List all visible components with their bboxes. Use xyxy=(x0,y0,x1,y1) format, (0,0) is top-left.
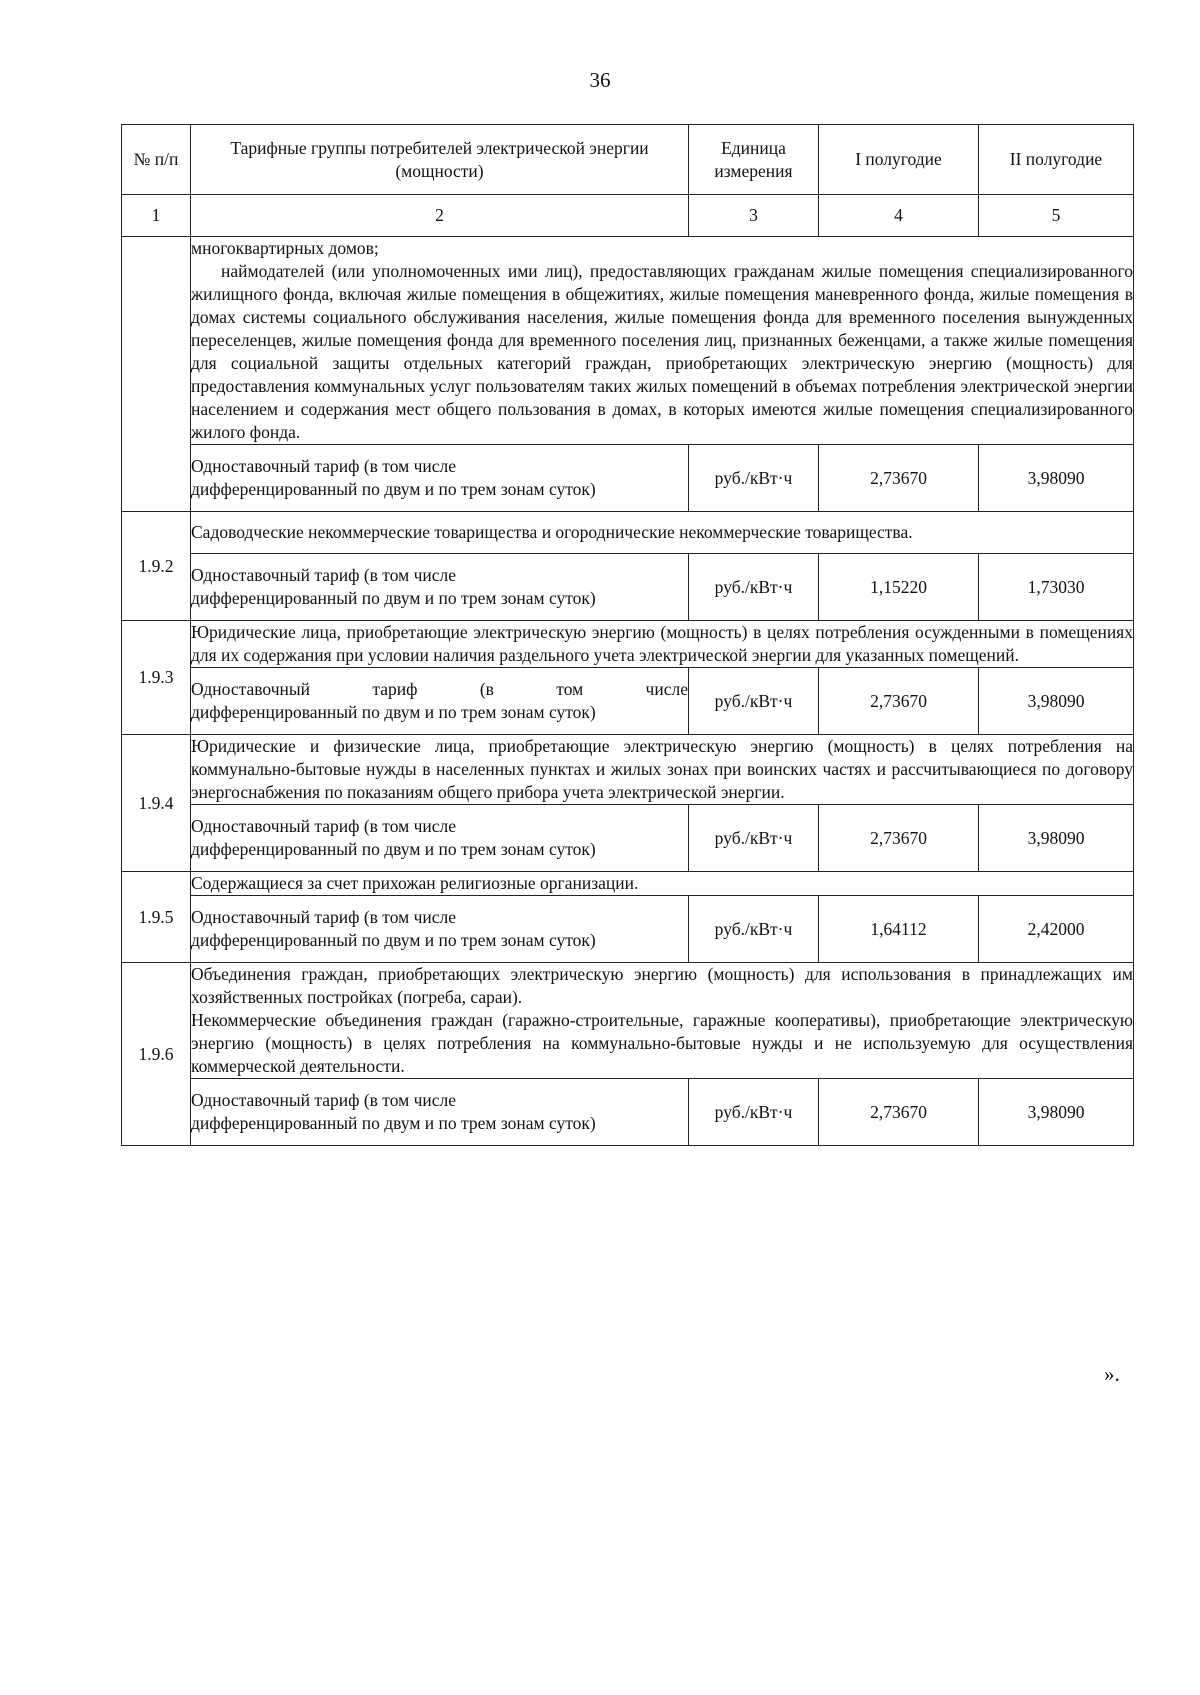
tariff-h2-value: 3,98090 xyxy=(979,668,1134,735)
tariff-name-line: дифференцированный по двум и по трем зонам суток) xyxy=(191,930,596,950)
tariff-name xyxy=(191,554,689,621)
tariff-h1-value: 2,73670 xyxy=(819,805,979,872)
row-number: 1.9.4 xyxy=(122,735,191,872)
tariff-row xyxy=(122,668,1134,735)
tariff-row xyxy=(122,805,1134,872)
tariff-name-line: дифференцированный по двум и по трем зонам суток) xyxy=(191,588,596,608)
tariff-unit: руб./кВт·ч xyxy=(689,668,819,735)
tariff-name-line: дифференцированный по двум и по трем зонам суток) xyxy=(191,839,596,859)
group-description xyxy=(191,872,1134,896)
header-h2: II полугодие xyxy=(979,125,1134,195)
tariff-unit: руб./кВт·ч xyxy=(689,554,819,621)
group-row xyxy=(122,237,1134,445)
tariff-name-line: Одноставочный тариф (в том числе xyxy=(191,816,457,836)
description-line: Садоводческие некоммерческие товарищества и огороднические некоммерческие товарищества. xyxy=(191,522,913,542)
tariff-h2-value: 1,73030 xyxy=(979,554,1134,621)
tariff-name xyxy=(191,805,689,872)
row-number xyxy=(122,237,191,512)
column-index: 1 xyxy=(122,195,191,237)
group-row xyxy=(122,872,1134,896)
tariff-name-line: Одноставочный тариф (в том числе xyxy=(191,907,457,927)
description-line: Содержащиеся за счет прихожан религиозные организации. xyxy=(191,873,639,893)
tariff-h1-value: 2,73670 xyxy=(819,668,979,735)
header-num: № п/п xyxy=(122,125,191,195)
row-number: 1.9.5 xyxy=(122,872,191,963)
tariff-name-line: дифференцированный по двум и по трем зонам суток) xyxy=(191,702,596,722)
group-description xyxy=(191,621,1134,668)
header-group: Тарифные группы потребителей электрической энергии (мощности) xyxy=(191,125,689,195)
column-index: 4 xyxy=(819,195,979,237)
group-description xyxy=(191,963,1134,1079)
tariff-unit: руб./кВт·ч xyxy=(689,805,819,872)
tariff-name-line: дифференцированный по двум и по трем зонам суток) xyxy=(191,1113,596,1133)
tariff-h1-value: 2,73670 xyxy=(819,1079,979,1146)
tariff-h1-value: 2,73670 xyxy=(819,445,979,512)
tariff-table xyxy=(121,124,1134,1146)
column-index: 2 xyxy=(191,195,689,237)
group-row xyxy=(122,735,1134,805)
tariff-h2-value: 3,98090 xyxy=(979,805,1134,872)
row-number: 1.9.6 xyxy=(122,963,191,1146)
column-index-row xyxy=(122,195,1134,237)
tariff-name-line: Одноставочный тариф (в том числе xyxy=(191,565,457,585)
row-number: 1.9.2 xyxy=(122,512,191,621)
tariff-name-line: Одноставочный тариф (в том числе xyxy=(191,679,688,699)
column-index: 3 xyxy=(689,195,819,237)
tariff-name xyxy=(191,668,689,735)
tariff-name xyxy=(191,1079,689,1146)
description-line: Юридические лица, приобретающие электрическую энергию (мощность) в целях потребления осужденными в помещениях для их содержания при условии наличия раздельного учета электрической энергии для указанных помещений. xyxy=(191,622,1133,665)
description-line: многоквартирных домов; xyxy=(191,238,379,258)
row-number: 1.9.3 xyxy=(122,621,191,735)
group-description xyxy=(191,512,1134,554)
tariff-name-line: Одноставочный тариф (в том числе xyxy=(191,1090,457,1110)
tariff-row xyxy=(122,554,1134,621)
tariff-unit: руб./кВт·ч xyxy=(689,445,819,512)
tariff-h2-value: 2,42000 xyxy=(979,896,1134,963)
description-line: наймодателей (или уполномоченных ими лиц), предоставляющих гражданам жилые помещения специализированного жилищного фонда, включая жилые помещения в общежитиях, жилые помещения маневренного фонда, жилые помещения в домах системы социального обслуживания населения, жилые помещения фонда для временного поселения вынужденных переселенцев, жилые помещения фонда для временного поселения лиц, признанных беженцами, а также жилые помещения для социальной защиты отдельных категорий граждан, приобретающих электрическую энергию (мощность) для предоставления коммунальных услуг пользователям таких жилых помещений в объемах потребления электрической энергии населением и содержания мест общего пользования в домах, в которых имеются жилые помещения специализированного жилого фонда. xyxy=(191,261,1133,442)
closing-quote-mark: ». xyxy=(1104,1362,1120,1386)
group-description xyxy=(191,735,1134,805)
page-number: 36 xyxy=(589,68,611,92)
tariff-name-line: дифференцированный по двум и по трем зонам суток) xyxy=(191,479,596,499)
tariff-unit: руб./кВт·ч xyxy=(689,1079,819,1146)
tariff-unit: руб./кВт·ч xyxy=(689,896,819,963)
tariff-name xyxy=(191,445,689,512)
tariff-row xyxy=(122,896,1134,963)
column-index: 5 xyxy=(979,195,1134,237)
tariff-name-line: Одноставочный тариф (в том числе xyxy=(191,456,457,476)
tariff-h1-value: 1,64112 xyxy=(819,896,979,963)
group-row xyxy=(122,512,1134,554)
description-line: Объединения граждан, приобретающих электрическую энергию (мощность) для использования в принадлежащих им хозяйственных постройках (погреба, сараи). xyxy=(191,964,1133,1007)
description-line: Некоммерческие объединения граждан (гаражно-строительные, гаражные кооперативы), приобретающие электрическую энергию (мощность) в целях потребления на коммунально-бытовые нужды и не используемую для осуществления коммерческой деятельности. xyxy=(191,1010,1133,1076)
tariff-row xyxy=(122,445,1134,512)
tariff-h2-value: 3,98090 xyxy=(979,1079,1134,1146)
tariff-h2-value: 3,98090 xyxy=(979,445,1134,512)
header-unit: Единица измерения xyxy=(689,125,819,195)
tariff-row xyxy=(122,1079,1134,1146)
table-header-row xyxy=(122,125,1134,195)
group-row xyxy=(122,963,1134,1079)
group-row xyxy=(122,621,1134,668)
group-description xyxy=(191,237,1134,445)
header-h1: I полугодие xyxy=(819,125,979,195)
tariff-h1-value: 1,15220 xyxy=(819,554,979,621)
tariff-name xyxy=(191,896,689,963)
description-line: Юридические и физические лица, приобретающие электрическую энергию (мощность) в целях потребления на коммунально-бытовые нужды в населенных пунктах и жилых зонах при воинских частях и рассчитывающиеся по договору энергоснабжения по показаниям общего прибора учета электрической энергии. xyxy=(191,736,1133,802)
